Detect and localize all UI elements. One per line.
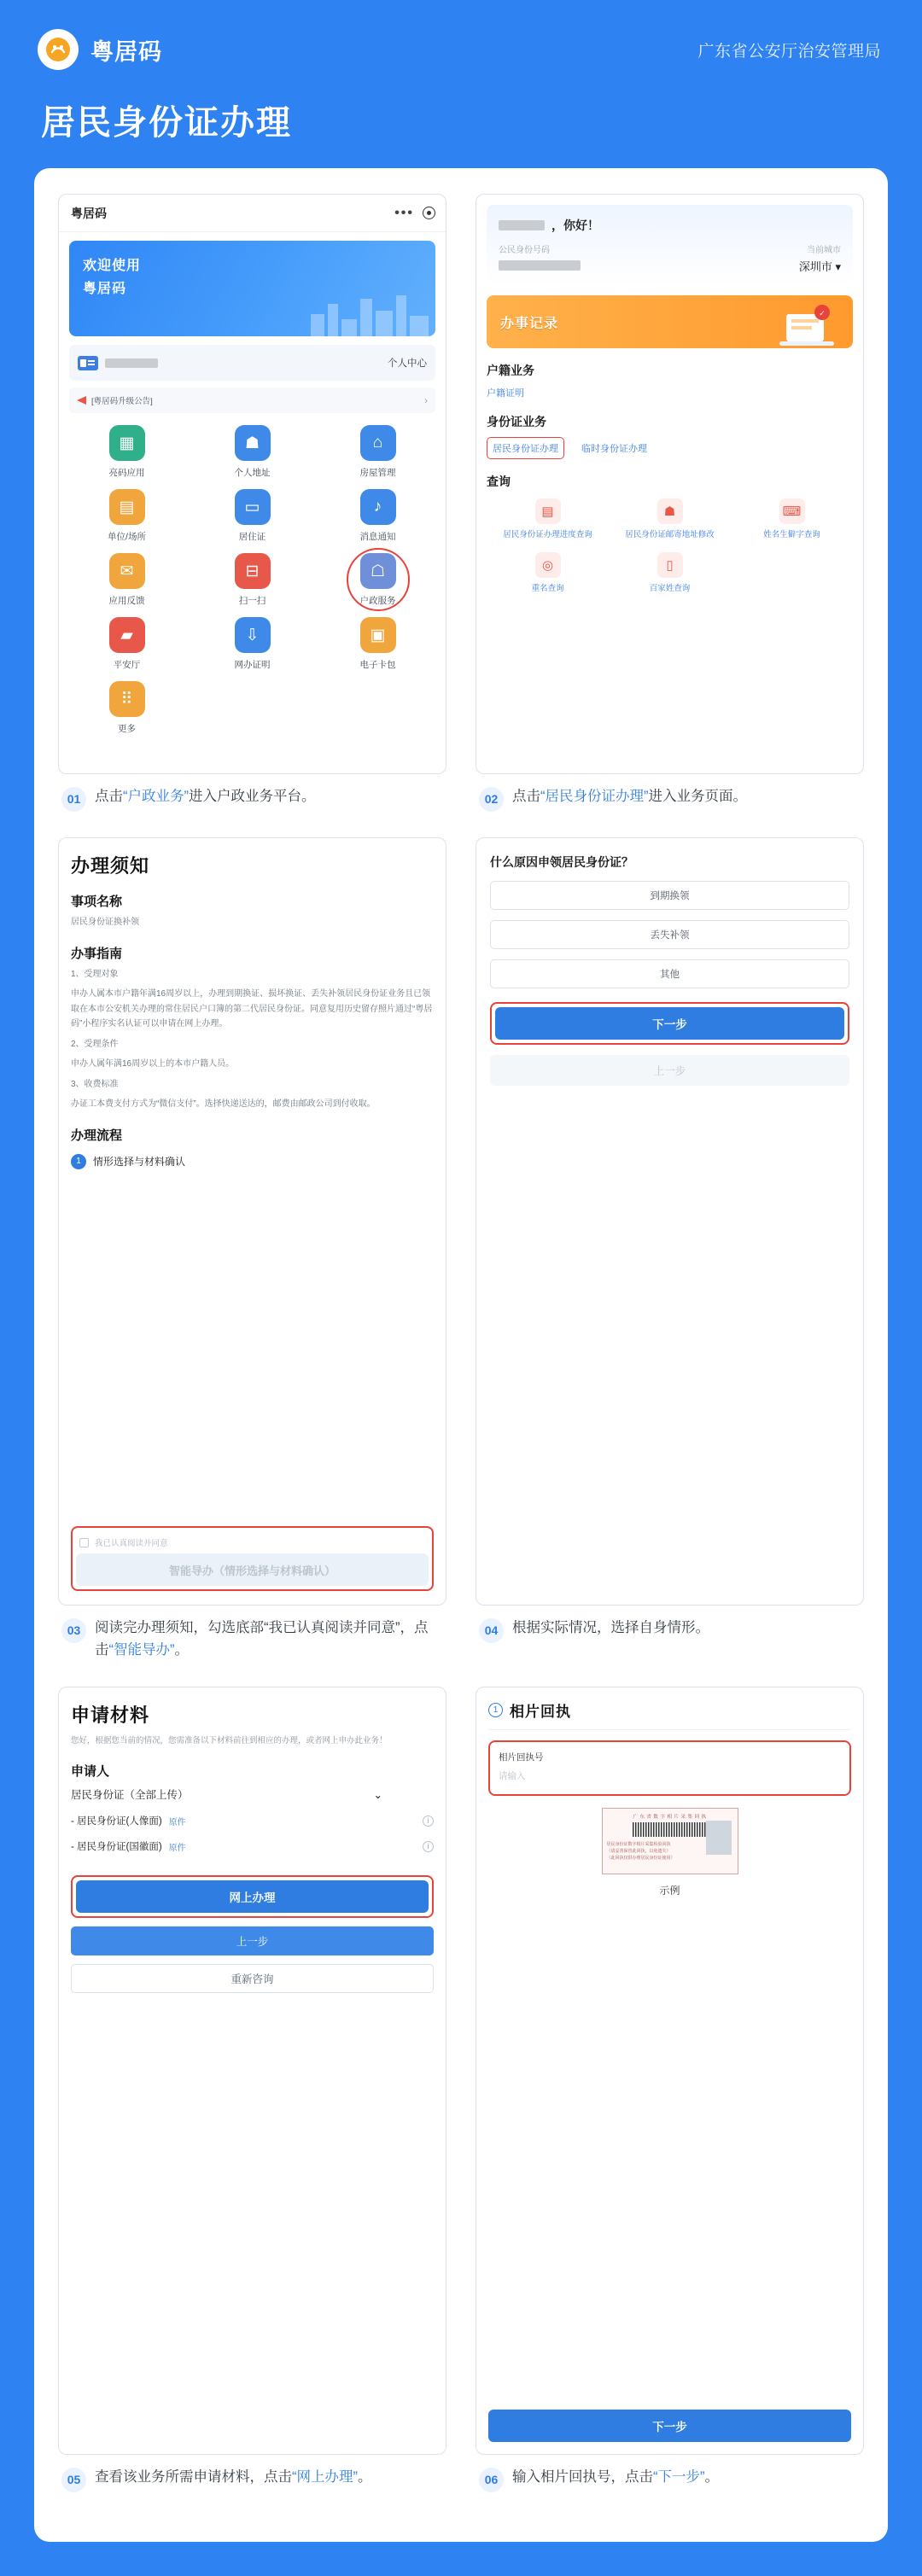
heading-flow: 办理流程 <box>71 1128 123 1143</box>
steps-grid <box>58 194 864 2513</box>
caption-link: “下一步” <box>653 2469 705 2486</box>
step-caption <box>58 774 446 832</box>
receipt-footer <box>488 2410 851 2442</box>
screenshot-reason-select <box>476 837 864 1606</box>
records-banner-label: 办事记录 <box>500 316 559 331</box>
step-number: 06 <box>479 2468 504 2492</box>
agree-row[interactable] <box>76 1531 429 1553</box>
query-item[interactable] <box>487 498 609 540</box>
app-label: 亮码应用 <box>108 468 145 478</box>
app-tile[interactable] <box>315 489 441 543</box>
gov-icon: ☖ <box>360 553 396 589</box>
user-info-box <box>487 205 853 285</box>
step-number: 01 <box>61 787 86 812</box>
step-caption <box>476 2455 864 2513</box>
id-card-icon <box>78 356 98 370</box>
next-button[interactable]: 下一步 <box>495 1007 844 1040</box>
reconsult-button[interactable]: 重新咨询 <box>71 1964 434 1993</box>
welcome-line1: 欢迎使用 <box>83 259 142 273</box>
caption-text-b: 。 <box>704 2469 719 2486</box>
next-button[interactable]: 下一步 <box>488 2410 851 2442</box>
material-name: - 居民身份证(人像面) <box>71 1816 162 1827</box>
app-tile[interactable] <box>64 617 190 671</box>
app-label: 户政服务 <box>359 596 396 606</box>
top-bar <box>0 0 922 70</box>
app-tile[interactable] <box>190 425 315 479</box>
chevron-down-icon: ⌄ <box>373 1788 382 1801</box>
caption-text-b: 。 <box>174 1641 189 1658</box>
shield-icon: ▰ <box>109 617 145 653</box>
step-caption <box>58 1606 446 1681</box>
step-caption <box>476 774 864 832</box>
item-name-value: 居民身份证换补领 <box>71 918 139 927</box>
cert-header-text: 广 东 省 数 字 相 片 采 集 回 执 <box>633 1815 707 1821</box>
house-icon: ⌂ <box>360 425 396 461</box>
material-row <box>71 1814 434 1827</box>
receipt-header <box>488 1699 851 1730</box>
step-cell-01 <box>58 194 446 832</box>
miniprogram-title: 粤居码 <box>71 206 107 220</box>
card-icon: ▭ <box>235 489 271 525</box>
more-dots-icon[interactable]: ••• <box>394 205 414 220</box>
step-cell-02 <box>476 194 864 832</box>
app-label: 电子卡包 <box>359 660 396 670</box>
highlight-box-next <box>490 1002 849 1045</box>
prev-step-button[interactable]: 上一步 <box>71 1926 434 1955</box>
qr-icon: ▦ <box>109 425 145 461</box>
app-tile-gov-service[interactable] <box>315 553 441 607</box>
online-apply-button[interactable]: 网上办理 <box>76 1880 429 1913</box>
app-label: 平安厅 <box>113 660 141 670</box>
masked-name <box>105 358 158 368</box>
guide-line: 申办人属本市户籍年满16周岁以上，办理到期换证、损坏换证、丢失补领居民身份证业务且已领取在本市公安机关办理的常住居民户口簿的第二代居民身份证。同意复用历史留存照片通过“粤居码”小程序实名认证可以申请在网上办理。 <box>71 989 433 1029</box>
notice-title: 办理须知 <box>71 855 150 877</box>
link-temp-idcard-apply[interactable]: 临时身份证办理 <box>581 444 647 454</box>
agree-checkbox[interactable] <box>79 1538 89 1547</box>
flow-number: 1 <box>71 1154 86 1169</box>
cert-line: （请妥善保管此回执，以免遗失） <box>606 1849 671 1855</box>
personal-center-link[interactable]: 个人中心 <box>388 358 427 369</box>
content-card <box>34 168 888 2542</box>
svg-text:✓: ✓ <box>819 309 826 318</box>
step-cell-05 <box>58 1687 446 2513</box>
link-household-proof[interactable]: 户籍证明 <box>487 388 524 399</box>
app-label: 扫一扫 <box>238 596 266 606</box>
app-tile[interactable] <box>315 425 441 479</box>
cert-line: （此回执仅供办理居民身份证使用） <box>606 1856 675 1862</box>
guide-line: 2、受理条件 <box>71 1039 119 1049</box>
agree-section <box>71 1526 434 1591</box>
caption-text-b: 进入业务页面。 <box>648 789 747 804</box>
reason-option[interactable]: 其他 <box>490 959 849 988</box>
id-number-label: 公民身份号码 <box>499 246 550 255</box>
query-label: 百家姓查询 <box>649 584 691 594</box>
org-name: 广东省公安厅治安管理局 <box>697 42 881 61</box>
app-label: 单位/场所 <box>108 532 146 542</box>
target-icon[interactable] <box>423 207 435 219</box>
reason-question: 什么原因申领居民身份证？ <box>490 855 633 869</box>
grid-icon: ⠿ <box>109 681 145 717</box>
magnifier-icon: ◎ <box>535 552 561 578</box>
query-item[interactable] <box>609 498 731 540</box>
app-tile[interactable] <box>64 425 190 479</box>
guide-line: 办证工本费支付方式为“微信支付”。选择快递送达的，邮费由邮政公司到付收取。 <box>71 1099 376 1109</box>
bell-icon: ♪ <box>360 489 396 525</box>
app-label: 居住证 <box>238 532 266 542</box>
app-tile[interactable] <box>315 617 441 671</box>
material-tag: 原件 <box>168 1843 186 1853</box>
query-label: 重名查询 <box>531 584 564 594</box>
applicant-heading: 申请人 <box>71 1764 110 1780</box>
miniprogram-titlebar <box>59 195 446 232</box>
app-label: 应用反馈 <box>108 596 145 606</box>
download-icon: ⇩ <box>235 617 271 653</box>
reason-option[interactable]: 到期换领 <box>490 881 849 910</box>
app-tile[interactable] <box>190 489 315 543</box>
caption-text-a: 根据实际情况，选择自身情形。 <box>512 1620 709 1635</box>
welcome-line2: 粤居码 <box>83 282 127 296</box>
photo-placeholder-icon <box>706 1821 732 1855</box>
caption-text-a: 点击 <box>512 789 540 804</box>
greeting-text: ，你好！ <box>551 219 599 232</box>
address-icon: ☗ <box>657 498 683 524</box>
scan-icon: ⊟ <box>235 553 271 589</box>
query-grid <box>487 498 853 595</box>
guide-line: 1、受理对象 <box>71 969 119 979</box>
megaphone-icon <box>77 396 86 405</box>
screenshot-photo-receipt <box>476 1687 864 2455</box>
step-caption <box>58 2455 446 2513</box>
prev-button[interactable]: 上一步 <box>490 1055 849 1086</box>
caption-link: “居民身份证办理” <box>540 789 649 804</box>
building-icon: ▤ <box>109 489 145 525</box>
receipt-field-label: 相片回执号 <box>499 1752 544 1763</box>
query-label: 姓名生僻字查询 <box>763 530 820 539</box>
material-tag: 原件 <box>168 1817 186 1827</box>
screenshot-notice <box>58 837 446 1606</box>
page-title: 居民身份证办理 <box>41 104 292 142</box>
city-skyline-icon <box>307 287 435 336</box>
card-search-icon: ▤ <box>535 498 561 524</box>
caption-text-b: 进入户政业务平台。 <box>189 789 316 804</box>
masked-id-number <box>499 260 581 271</box>
mail-icon: ✉ <box>109 553 145 589</box>
heading-item-name: 事项名称 <box>71 895 123 909</box>
receipt-sample-image <box>602 1808 738 1874</box>
highlight-box-receipt-input <box>488 1740 851 1796</box>
materials-select[interactable] <box>71 1786 434 1802</box>
caption-text-a: 查看该业务所需申请材料，点击 <box>95 2469 292 2486</box>
section-title-household: 户籍业务 <box>487 364 534 377</box>
app-tile[interactable] <box>64 681 190 735</box>
book-icon: ▯ <box>657 552 683 578</box>
smart-guide-button[interactable]: 智能导办（情形选择与材料确认） <box>76 1553 429 1586</box>
query-label: 居民身份证邮寄地址修改 <box>625 530 715 539</box>
notice-row[interactable] <box>69 388 435 413</box>
guide-line: 3、收费标准 <box>71 1079 119 1089</box>
sample-label: 示例 <box>659 1885 680 1897</box>
highlight-box-agree <box>71 1526 434 1591</box>
link-idcard-apply[interactable]: 居民身份证办理 <box>493 444 558 454</box>
screenshot-service-home <box>476 194 864 774</box>
caption-link: “网上办理” <box>292 2469 358 2486</box>
highlight-box-online-apply <box>71 1875 434 1918</box>
material-row <box>71 1839 434 1853</box>
app-tile[interactable] <box>190 553 315 607</box>
material-name: - 居民身份证(国徽面) <box>71 1842 162 1853</box>
current-city-value[interactable]: 深圳市 ▾ <box>798 260 841 273</box>
caption-text-a: 点击 <box>95 789 123 804</box>
cert-line: 居民身份证数字相片采集检验回执 <box>606 1842 671 1848</box>
app-grid <box>59 413 446 735</box>
step-number: 02 <box>479 787 504 812</box>
section-title-idcard: 身份证业务 <box>487 415 546 428</box>
step-cell-03 <box>58 837 446 1681</box>
app-label: 更多 <box>118 724 136 734</box>
reason-option[interactable]: 丢失补领 <box>490 920 849 949</box>
materials-title: 申请材料 <box>71 1705 150 1727</box>
chevron-right-icon: › <box>424 394 428 406</box>
flow-text: 情形选择与材料确认 <box>93 1156 186 1168</box>
info-icon[interactable]: i <box>423 1815 434 1827</box>
masked-username <box>499 220 545 230</box>
barcode-icon <box>633 1822 708 1837</box>
name-icon: ⌨ <box>779 498 805 524</box>
app-label: 网办证明 <box>234 660 271 670</box>
caption-link: “智能导办” <box>108 1641 175 1658</box>
highlight-box-idcard-apply <box>487 437 564 459</box>
step-cell-04 <box>476 837 864 1681</box>
brand-logo-icon <box>38 29 79 70</box>
step-number: 04 <box>479 1618 504 1643</box>
brand <box>38 29 162 70</box>
receipt-title: 相片回执 <box>510 1704 571 1721</box>
step-badge-icon: 1 <box>488 1703 503 1717</box>
info-icon[interactable]: i <box>423 1841 434 1852</box>
guide-line: 申办人属年满16周岁以上的本市户籍人员。 <box>71 1059 235 1069</box>
wallet-icon: ▣ <box>360 617 396 653</box>
welcome-banner <box>69 241 435 336</box>
query-label: 居民身份证办理进度查询 <box>503 530 592 539</box>
app-tile[interactable] <box>64 553 190 607</box>
records-banner[interactable] <box>487 295 853 348</box>
caption-text-a: 阅读完办理须知，勾选底部“我已认真阅读并同意”，点击 <box>95 1620 429 1658</box>
query-item[interactable] <box>487 552 609 594</box>
app-label: 个人地址 <box>234 468 271 478</box>
screenshot-miniprogram-home <box>58 194 446 774</box>
receipt-input[interactable]: 请输入 <box>499 1771 526 1782</box>
flow-item <box>71 1154 434 1169</box>
materials-select-value: 居民身份证（全部上传） <box>71 1789 189 1802</box>
app-label: 房屋管理 <box>359 468 396 478</box>
step-cell-06 <box>476 1687 864 2513</box>
query-item[interactable] <box>731 498 853 540</box>
app-label: 消息通知 <box>359 532 396 542</box>
section-title-query: 查询 <box>487 475 511 488</box>
caption-link: “户政业务” <box>123 789 189 804</box>
agree-label: 我已认真阅读并同意 <box>95 1539 168 1548</box>
person-icon: ☗ <box>235 425 271 461</box>
app-tile[interactable] <box>190 617 315 671</box>
materials-subtitle: 您好，根据您当前的情况，您需准备以下材料前往到相应的办理，或者网上申办此业务！ <box>71 1736 388 1746</box>
current-city-label: 当前城市 <box>807 246 841 255</box>
step-number: 05 <box>61 2468 86 2492</box>
account-row[interactable] <box>69 345 435 381</box>
caption-text-a: 输入相片回执号，点击 <box>512 2469 653 2486</box>
banner-illustration-icon <box>771 300 844 348</box>
app-tile[interactable] <box>64 489 190 543</box>
screenshot-materials <box>58 1687 446 2455</box>
step-number: 03 <box>61 1618 86 1643</box>
caption-text-b: 。 <box>358 2469 372 2486</box>
query-item[interactable] <box>609 552 731 594</box>
notice-text: [粤居码升级公告] <box>91 397 153 406</box>
heading-guide: 办事指南 <box>71 946 123 961</box>
brand-name: 粤居码 <box>90 38 162 65</box>
step-caption <box>476 1606 864 1664</box>
